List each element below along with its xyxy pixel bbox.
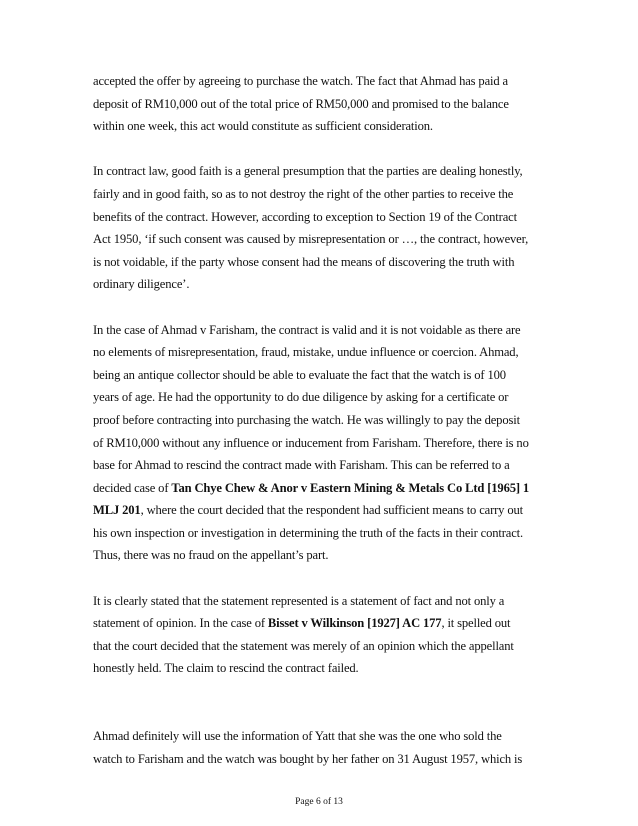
text-line (93, 183, 553, 206)
paragraph (93, 70, 553, 138)
text-line (93, 364, 553, 387)
text-run: benefits of the contract. However, according to exception to Section 19 of the Contract (93, 209, 517, 224)
text-run: fairly and in good faith, so as to not destroy the right of the other parties to receive the (93, 186, 514, 201)
paragraph-spacer (93, 138, 553, 161)
text-line (93, 160, 553, 183)
text-line (93, 748, 553, 771)
text-run: , where the court decided that the respondent had sufficient means to carry out (140, 503, 523, 518)
paragraph (93, 160, 553, 296)
paragraph-spacer (93, 296, 553, 319)
page-footer: Page 6 of 13 (295, 797, 343, 807)
text-run: accepted the offer by agreeing to purchase the watch. The fact that Ahmad has paid a (93, 74, 508, 88)
text-run: proof before contracting into purchasing the watch. He was willingly to pay the deposit (93, 412, 520, 427)
text-run: ordinary diligence’. (93, 277, 190, 292)
text-line (93, 115, 553, 138)
paragraph-spacer (93, 567, 553, 590)
text-line (93, 341, 553, 364)
paragraph (93, 590, 553, 680)
text-run: within one week, this act would constitute as sufficient consideration. (93, 119, 433, 134)
text-run: his own inspection or investigation in determining the truth of the facts in their contract. (93, 525, 524, 540)
text-line (93, 251, 553, 274)
text-line (93, 454, 553, 477)
text-run: is not voidable, if the party whose consent had the means of discovering the truth with (93, 254, 515, 269)
text-line (93, 635, 553, 658)
text-line (93, 319, 553, 342)
text-run: decided case of (93, 480, 172, 495)
paragraph (93, 725, 553, 770)
text-run: Act 1950, ‘if such consent was caused by misrepresentation or …, the contract, however, (93, 232, 529, 247)
text-line (93, 432, 553, 455)
text-run: Ahmad definitely will use the information of Yatt that she was the one who sold the (93, 729, 502, 744)
text-run: In contract law, good faith is a general presumption that the parties are dealing honestly, (93, 164, 523, 179)
text-line (93, 93, 553, 116)
text-run: that the court decided that the statement was merely of an opinion which the appellant (93, 638, 514, 653)
text-run: honestly held. The claim to rescind the contract failed. (93, 661, 359, 676)
text-line (93, 206, 553, 229)
text-line (93, 409, 553, 432)
text-line (93, 386, 553, 409)
text-run: , it spelled out (441, 616, 511, 631)
text-line (93, 499, 553, 522)
text-line (93, 228, 553, 251)
text-run: base for Ahmad to rescind the contract made with Farisham. This can be referred to a (93, 458, 510, 473)
text-line (93, 477, 553, 500)
text-run: statement of opinion. In the case of (93, 616, 268, 631)
text-run: years of age. He had the opportunity to do due diligence by asking for a certificate or (93, 390, 509, 405)
text-run: It is clearly stated that the statement represented is a statement of fact and not only a (93, 593, 505, 608)
text-run: of RM10,000 without any influence or inducement from Farisham. Therefore, there is no (93, 435, 529, 450)
document-body (93, 70, 553, 770)
text-line (93, 544, 553, 567)
text-line (93, 657, 553, 680)
text-line (93, 522, 553, 545)
text-run: Thus, there was no fraud on the appellant’s part. (93, 548, 329, 563)
text-run: being an antique collector should be able to evaluate the fact that the watch is of 100 (93, 367, 506, 382)
text-line (93, 590, 553, 613)
text-line (93, 70, 553, 93)
case-citation: MLJ 201 (93, 503, 141, 518)
text-run: watch to Farisham and the watch was bought by her father on 31 August 1957, which is (93, 751, 523, 766)
text-run: deposit of RM10,000 out of the total price of RM50,000 and promised to the balance (93, 96, 509, 111)
paragraph (93, 319, 553, 568)
paragraph-spacer (93, 680, 553, 725)
text-line (93, 273, 553, 296)
text-line (93, 612, 553, 635)
case-citation: Bisset v Wilkinson [1927] AC 177 (267, 616, 442, 631)
text-line (93, 725, 553, 748)
case-citation: Tan Chye Chew & Anor v Eastern Mining & Metals Co Ltd [1965] 1 (171, 480, 530, 495)
text-run: In the case of Ahmad v Farisham, the contract is valid and it is not voidable as there are (93, 322, 521, 337)
text-run: no elements of misrepresentation, fraud, mistake, undue influence or coercion. Ahmad, (93, 345, 519, 360)
